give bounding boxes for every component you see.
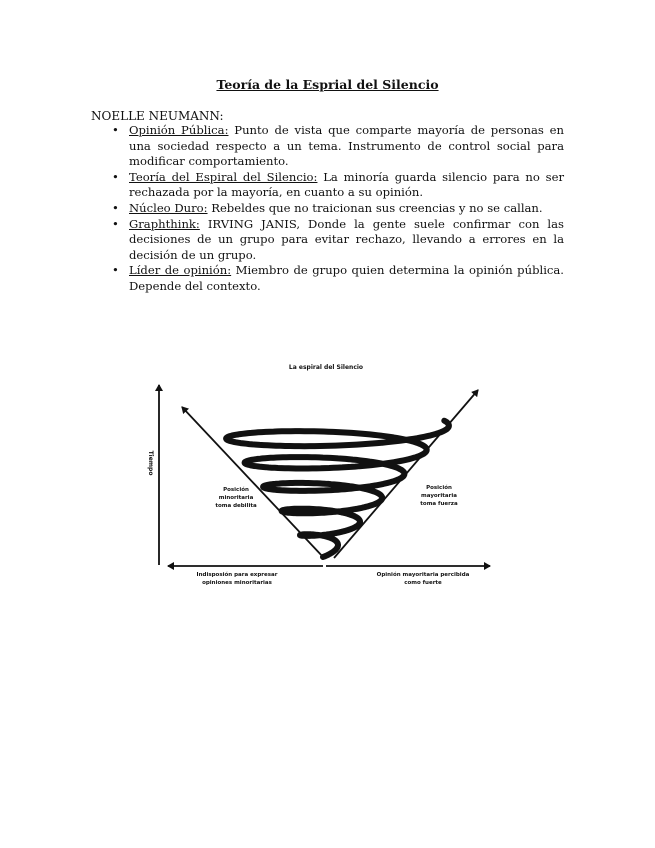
author-heading: NOELLE NEUMANN: xyxy=(91,109,224,123)
item-term: Teoría del Espiral del Silencio: xyxy=(129,169,318,184)
right-label-line3: toma fuerza xyxy=(420,501,458,507)
left-label-line2: minoritaria xyxy=(218,495,254,501)
bottom-right-line1: Opinión mayoritaria percibida xyxy=(376,572,470,578)
right-label-line1: Posición xyxy=(426,485,452,491)
spiral-diagram xyxy=(140,355,505,595)
list-item xyxy=(112,263,564,294)
left-label-line1: Posición xyxy=(223,487,249,493)
list-item xyxy=(112,123,564,170)
item-text: Rebeldes que no traicionan sus creencias y no se callan. xyxy=(207,200,543,215)
definitions-list xyxy=(112,123,564,295)
left-label-line3: toma debilita xyxy=(215,503,257,509)
spiral-svg xyxy=(140,355,505,595)
list-item xyxy=(112,201,564,217)
item-term: Graphthink: xyxy=(129,216,200,231)
bottom-right-line2: como fuerte xyxy=(404,580,442,586)
list-item xyxy=(112,217,564,264)
page-title: Teoría de la Esprial del Silencio xyxy=(216,77,439,92)
item-text: IRVING JANIS, Donde la gente suele confirmar con las decisiones de un grupo para evitar rechazo, llevando a errores en la decisión de un grupo. xyxy=(129,216,564,262)
bottom-left-line2: opiniones minoritarias xyxy=(202,580,272,586)
right-label-line2: mayoritaria xyxy=(421,493,457,499)
item-term: Opinión Pública: xyxy=(129,123,229,137)
figure-title: La espiral del Silencio xyxy=(288,364,364,371)
item-term: Núcleo Duro: xyxy=(129,200,208,215)
item-term: Líder de opinión: xyxy=(129,263,232,278)
item-text: La minoría guarda silencio para no ser rechazada por la mayoría, en cuanto a su opinión. xyxy=(129,169,564,200)
item-text: Punto de vista que comparte mayoría de personas en una sociedad respecto a un tema. Instrumento de control social para modificar comportamiento. xyxy=(129,123,565,169)
list-item xyxy=(112,170,564,201)
bottom-left-line1: Indisposión para expresar xyxy=(196,572,278,578)
y-axis-label: Tiempo xyxy=(147,450,154,476)
item-text: Miembro de grupo quien determina la opinión pública. Depende del contexto. xyxy=(129,263,564,293)
